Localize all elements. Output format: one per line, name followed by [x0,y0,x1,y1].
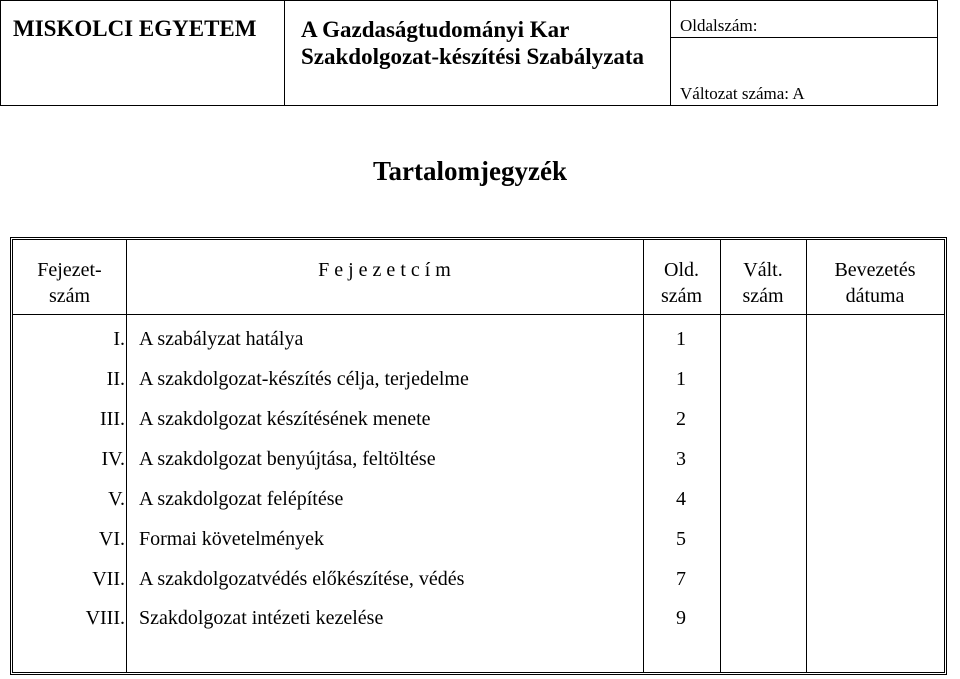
faculty-title [301,16,644,70]
col-header-text: F e j e z e t c í m [318,259,451,281]
col-header-text: dátuma [845,285,905,307]
chapter-number: I. [113,328,125,350]
col-header-chapter-title [126,257,643,283]
chapter-page: 1 [676,368,686,390]
table-row [13,524,944,564]
table-row [13,564,944,604]
chapter-title: A szakdolgozat-készítés célja, terjedelme [139,368,469,390]
chapter-title: Formai követelmények [139,528,324,550]
chapter-number: IV. [101,448,125,470]
col-header-version [720,257,806,309]
chapter-number: VI. [98,528,125,550]
col-header-text: Bevezetés [834,259,916,281]
header-university-cell [1,1,285,105]
chapter-number: VIII. [85,607,125,629]
document-header [0,0,938,106]
col-header-date [806,257,944,309]
page-number-label: Oldalszám: [680,16,758,35]
header-row-divider [13,314,944,315]
chapter-title: A szabályzat hatálya [139,328,304,350]
chapter-number: VII. [92,568,125,590]
chapter-title: A szakdolgozat felépítése [139,488,344,510]
col-header-text: szám [742,285,784,307]
chapter-title: A szakdolgozatvédés előkészítése, védés [139,568,465,590]
col-header-text: Old. [664,259,699,281]
chapter-title: A szakdolgozat benyújtása, feltöltése [139,448,436,470]
col-header-text: szám [48,285,91,307]
chapter-number: III. [100,408,125,430]
chapter-title: Szakdolgozat intézeti kezelése [139,607,384,629]
table-row [13,484,944,524]
table-row [13,444,944,484]
version-label: Változat száma: A [680,84,805,103]
col-header-chapter-number [13,257,126,309]
table-row [13,603,944,643]
chapter-page: 1 [676,328,686,350]
chapter-page: 7 [676,568,686,590]
header-divider [671,37,937,38]
col-header-text: Vált. [743,259,783,281]
chapter-number: V. [108,488,125,510]
university-name: MISKOLCI EGYETEM [13,16,257,41]
col-header-text: szám [660,285,703,307]
page-title: Tartalomjegyzék [373,156,567,186]
table-row [13,364,944,404]
header-info-cell [671,1,937,105]
chapter-page: 2 [676,408,686,430]
col-header-page [643,257,720,309]
toc-table [10,237,947,675]
table-row [13,404,944,444]
chapter-title: A szakdolgozat készítésének menete [139,408,431,430]
chapter-page: 4 [676,488,686,510]
chapter-page: 5 [676,528,686,550]
chapter-page: 9 [676,607,686,629]
faculty-line-2: Szakdolgozat-készítési Szabályzata [301,44,645,69]
table-row [13,324,944,364]
col-header-text: Fejezet- [37,259,102,281]
header-faculty-cell [285,1,671,105]
faculty-line-1: A Gazdaságtudományi Kar [301,17,570,42]
chapter-number: II. [106,368,125,390]
chapter-page: 3 [676,448,686,470]
